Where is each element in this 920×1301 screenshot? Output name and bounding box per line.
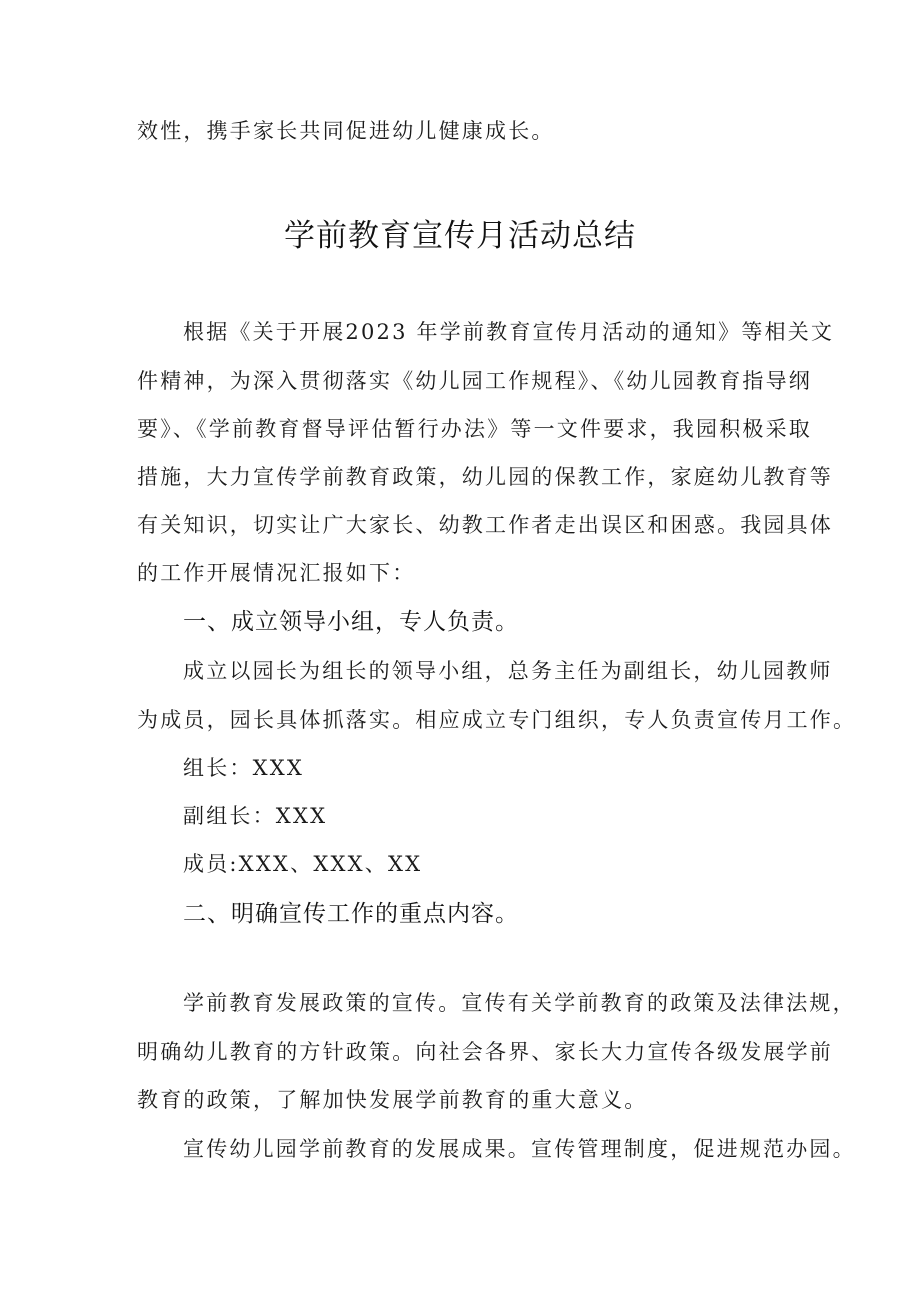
deputy-leader-line: 副组长：XXX [183, 804, 328, 828]
document-title: 学前教育宣传月活动总结 [284, 218, 636, 254]
intro-line: 措施，大力宣传学前教育政策，幼儿园的保教工作，家庭幼儿教育等 [137, 465, 833, 489]
section-2-line: 明确幼儿教育的方针政策。向社会各界、家长大力宣传各级发展学前 [137, 1040, 833, 1064]
section-2-line: 教育的政策，了解加快发展学前教育的重大意义。 [137, 1088, 648, 1112]
section-1-line: 为成员，园长具体抓落实。相应成立专门组织，专人负责宣传月工作。 [137, 708, 857, 732]
section-1-heading: 一、成立领导小组，专人负责。 [183, 609, 519, 635]
section-2-heading: 二、明确宣传工作的重点内容。 [183, 901, 519, 927]
section-2-line: 学前教育发展政策的宣传。宣传有关学前教育的政策及法律法规， [183, 991, 856, 1015]
intro-line: 件精神，为深入贯彻落实《幼儿园工作规程》、《幼儿园教育指导纲 [137, 369, 812, 393]
intro-line: 要》、《学前教育督导评估暂行办法》等一文件要求，我园积极采取 [137, 417, 812, 441]
leader-line: 组长：XXX [183, 756, 305, 780]
section-2-paragraph-2: 宣传幼儿园学前教育的发展成果。宣传管理制度，促进规范办园。 [183, 1137, 856, 1161]
section-1-line: 成立以园长为组长的领导小组，总务主任为副组长，幼儿园教师 [183, 659, 833, 683]
previous-paragraph-tail: 效性，携手家长共同促进幼儿健康成长。 [137, 119, 555, 143]
members-line: 成员:XXX、XXX、XX [183, 852, 423, 876]
intro-line: 有关知识，切实让广大家长、幼教工作者走出误区和困惑。我园具体 [137, 513, 833, 537]
intro-line: 的工作开展情况汇报如下： [137, 561, 416, 585]
intro-line: 根据《关于开展2023 年学前教育宣传月活动的通知》等相关文 [183, 320, 835, 344]
